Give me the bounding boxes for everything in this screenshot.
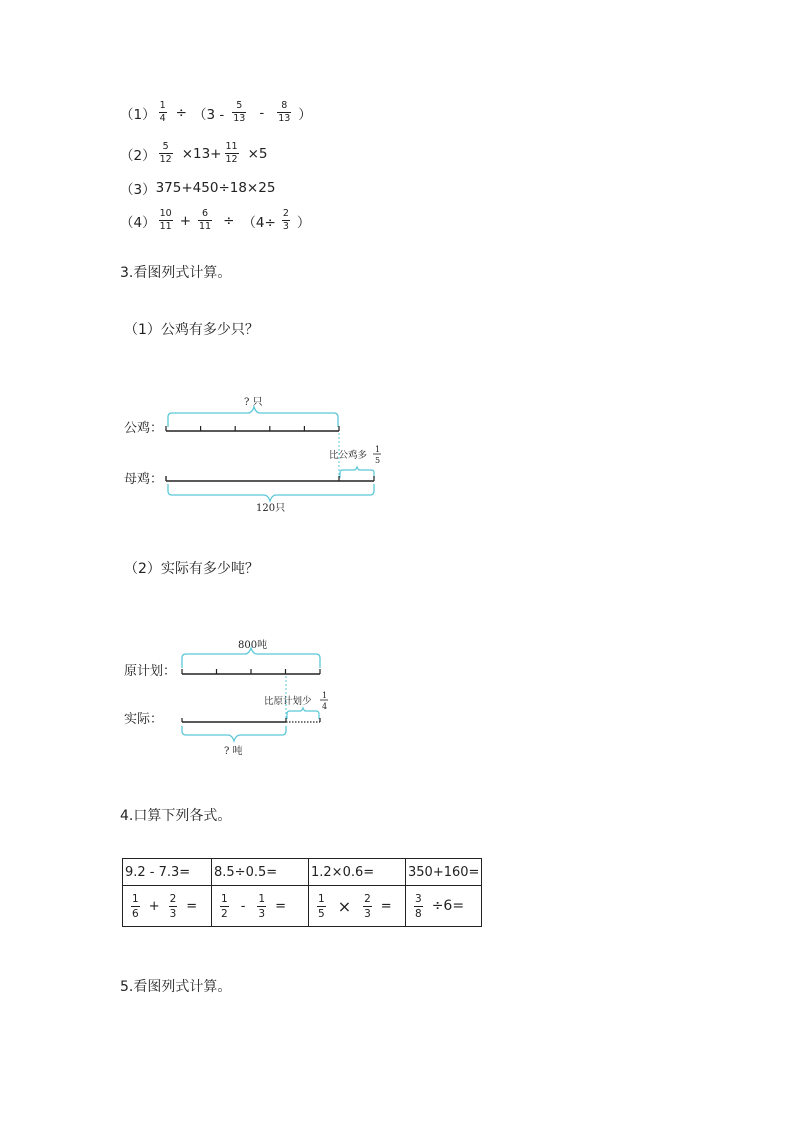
expr-text: ） — [296, 214, 311, 231]
fraction: $\frac{1}{6}$ — [132, 892, 139, 920]
equals: = — [275, 898, 286, 914]
operator: - — [259, 104, 265, 121]
operator: ÷ — [175, 104, 187, 121]
question-4-heading: 4.口算下列各式。 — [120, 808, 232, 824]
compare-frac-num: 1 — [322, 691, 328, 700]
table-cell: 8.5÷0.5= — [212, 859, 309, 886]
fraction: $\frac{5}{13}$ — [233, 100, 246, 124]
expr-label: （3） — [120, 182, 156, 198]
fraction: $\frac{1}{2}$ — [221, 892, 228, 920]
bottom-label: 120只 — [256, 503, 286, 514]
table-row — [123, 859, 482, 886]
diagram-tons — [0, 630, 420, 765]
fraction: $\frac{2}{3}$ — [169, 892, 177, 920]
equals: = — [380, 898, 392, 914]
table-cell — [212, 886, 309, 927]
equals: = — [186, 898, 198, 914]
compare-frac-den: 5 — [375, 456, 381, 465]
fraction: $\frac{11}{12}$ — [225, 141, 238, 165]
operator: + — [179, 212, 191, 229]
top-label: ? 只 — [244, 397, 263, 408]
operator: ÷6= — [431, 898, 465, 914]
question-5-heading: 5.看图列式计算。 — [120, 979, 232, 995]
row1-label: 公鸡： — [124, 421, 164, 436]
extra-brace — [340, 467, 374, 478]
operator: - — [240, 898, 246, 914]
fraction: $\frac{1}{4}$ — [159, 100, 166, 124]
diagram-chickens — [0, 385, 420, 520]
row2-label: 实际： — [124, 712, 164, 727]
compare-label: 比原计划少 — [264, 696, 312, 707]
bottom-brace — [168, 484, 374, 501]
table-cell: 1.2×0.6= — [309, 859, 406, 886]
fraction: $\frac{8}{13}$ — [278, 100, 291, 124]
table-cell: 9.2 - 7.3= — [123, 859, 212, 886]
compare-label: 比公鸡多 — [329, 450, 368, 461]
fraction: $\frac{6}{11}$ — [199, 208, 212, 232]
expr-label: （2） — [120, 147, 156, 164]
table-cell — [406, 886, 482, 927]
expr-line-1 — [120, 101, 312, 124]
table-cell — [123, 886, 212, 927]
fraction: $\frac{3}{8}$ — [415, 892, 422, 920]
fraction: $\frac{10}{11}$ — [159, 208, 172, 232]
fraction: $\frac{1}{3}$ — [258, 892, 266, 920]
operator: × — [337, 896, 352, 916]
sub-question-2: （2）实际有多少吨？ — [124, 561, 259, 577]
compare-frac-num: 1 — [375, 445, 381, 454]
bottom-label: ? 吨 — [224, 746, 243, 757]
fraction: $\frac{1}{5}$ — [318, 892, 325, 920]
table-cell — [309, 886, 406, 927]
operator: + — [148, 898, 160, 914]
table-row — [123, 886, 482, 927]
expr-label: （4） — [120, 214, 156, 231]
bottom-brace — [182, 726, 286, 741]
row1-label: 原计划： — [124, 664, 177, 679]
less-brace — [287, 708, 319, 719]
mental-math-table — [122, 858, 482, 927]
expr-text: （3 - — [192, 106, 225, 123]
expr-text: ×13+ — [181, 145, 222, 162]
top-brace — [168, 407, 338, 427]
table-cell: 350+160= — [406, 859, 482, 886]
top-label: 800吨 — [238, 640, 268, 651]
expr-text: 375+450÷18×25 — [155, 180, 276, 196]
row2-label: 母鸡： — [124, 472, 164, 487]
fraction: $\frac{2}{3}$ — [364, 892, 371, 920]
operator: ÷ — [223, 212, 235, 229]
fraction: $\frac{2}{3}$ — [282, 208, 289, 232]
expr-line-3 — [120, 178, 275, 198]
sub-question-1: （1）公鸡有多少只？ — [124, 322, 259, 338]
expr-line-2 — [120, 142, 268, 165]
compare-frac-den: 4 — [322, 702, 328, 711]
expr-text: ） — [298, 106, 312, 123]
top-brace — [182, 648, 320, 668]
expr-text: （4÷ — [242, 214, 276, 231]
expr-label: （1） — [120, 106, 156, 123]
fraction: $\frac{5}{12}$ — [159, 141, 172, 165]
expr-text: ×5 — [247, 145, 268, 162]
expr-line-4 — [120, 209, 310, 232]
question-3-heading: 3.看图列式计算。 — [120, 265, 232, 281]
